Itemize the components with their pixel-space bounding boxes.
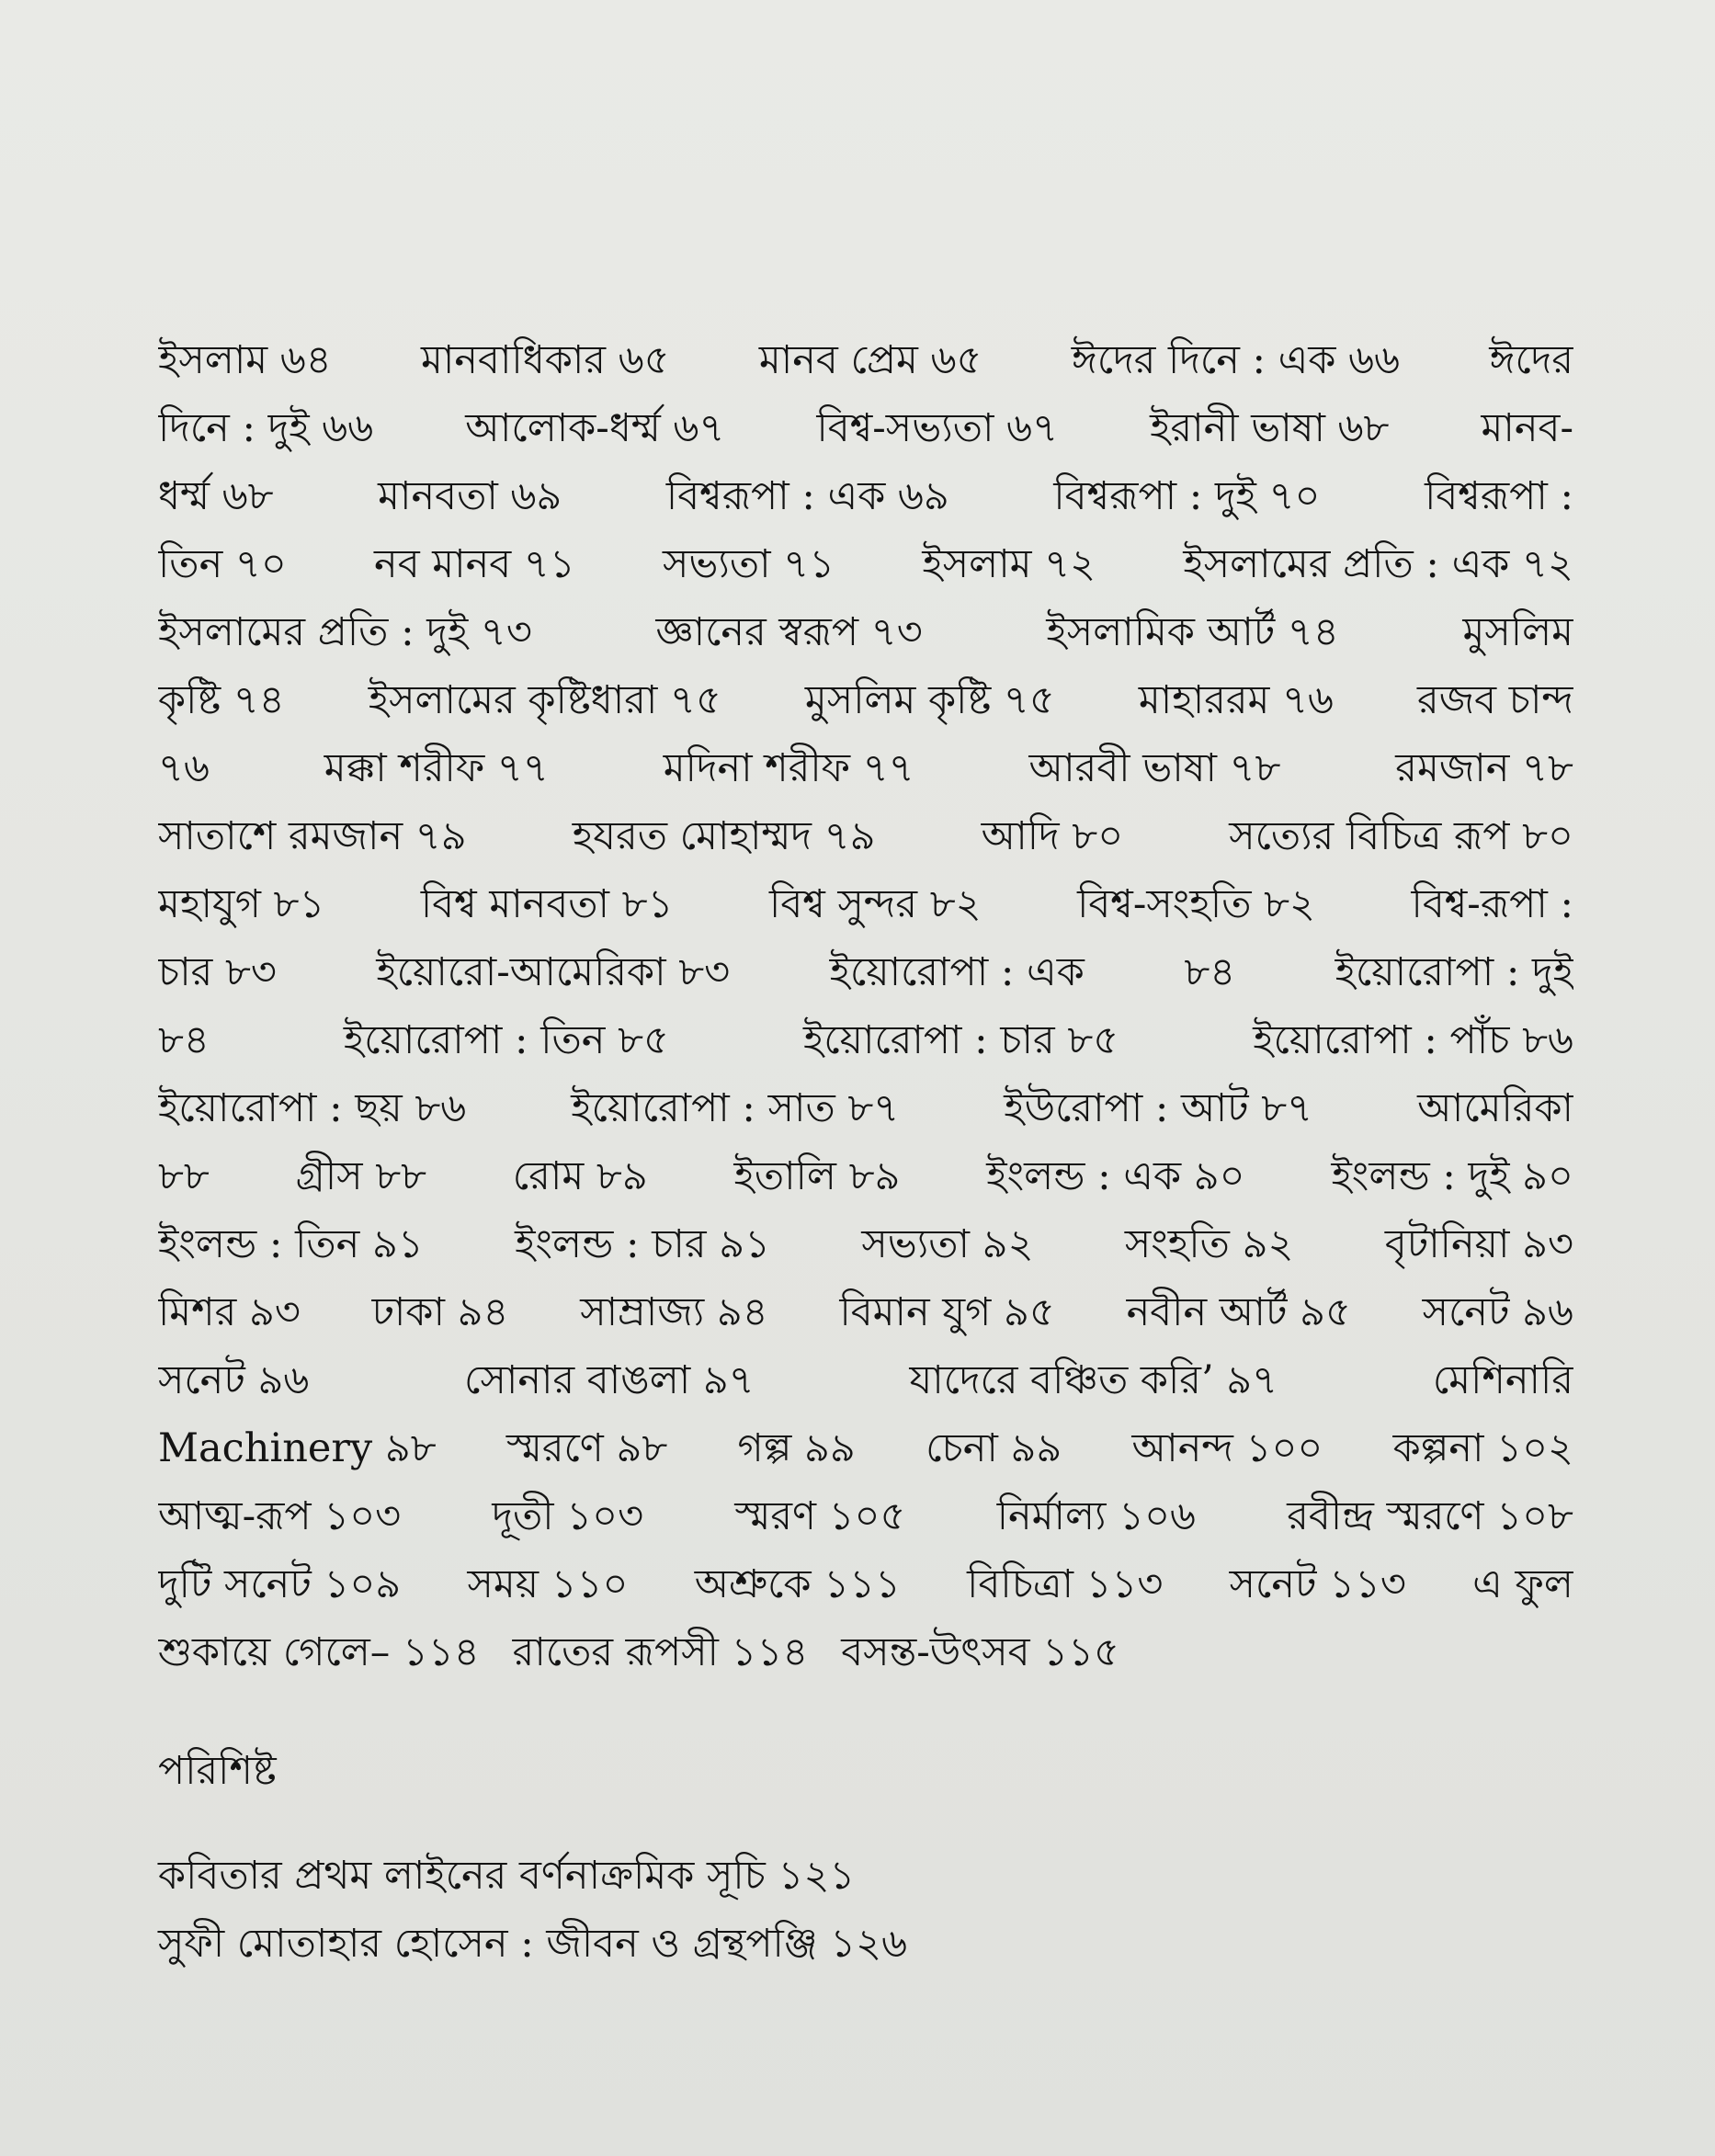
toc-entry: রোম ৮৯ (512, 1153, 648, 1199)
toc-line (158, 326, 1573, 394)
toc-line (158, 394, 1573, 462)
toc-entry: রবীন্দ্র স্মরণে ১০৮ (1287, 1493, 1573, 1539)
toc-entry: মাহাররম ৭৬ (1138, 677, 1335, 723)
toc-entry: সনেট ৯৬ (158, 1357, 310, 1403)
toc-entry: ইয়োরোপা : চার ৮৫ (803, 1017, 1119, 1063)
toc-line (158, 1006, 1573, 1074)
toc-entry: রাতের রূপসী ১১৪ (512, 1629, 809, 1675)
toc-entry: সত্যের বিচিত্র রূপ ৮০ (1229, 813, 1573, 859)
toc-entry: ৮৮ (158, 1153, 210, 1199)
toc-entry: ইংলন্ড : চার ৯১ (515, 1221, 770, 1267)
toc-entry: সভ্যতা ৯২ (861, 1221, 1034, 1267)
toc-entry: দিনে : দুই ৬৬ (158, 405, 374, 451)
toc-entry: আদি ৮০ (981, 813, 1124, 859)
toc-entry: মহাযুগ ৮১ (158, 881, 325, 927)
toc-entry: হযরত মোহাম্মদ ৭৯ (572, 813, 876, 859)
toc-entry: মক্কা শরীফ ৭৭ (324, 745, 549, 791)
toc-entry: আরবী ভাষা ৭৮ (1028, 745, 1281, 791)
toc-line (158, 1074, 1573, 1142)
toc-entry: ইয়োরো-আমেরিকা ৮৩ (376, 949, 731, 995)
toc-entry: মিশর ৯৩ (158, 1289, 301, 1335)
toc-entry: মদিনা শরীফ ৭৭ (663, 745, 914, 791)
toc-entry: সনেট ১১৩ (1229, 1561, 1406, 1607)
toc-entry: ইসলাম ৭২ (922, 541, 1096, 587)
toc-line (158, 598, 1573, 666)
appendix-item: কবিতার প্রথম লাইনের বর্ণনাক্রমিক সূচি ১২১ (158, 1853, 856, 1899)
toc-entry: নবীন আর্ট ৯৫ (1126, 1289, 1351, 1335)
toc-entry: কৃষ্টি ৭৪ (158, 677, 285, 723)
toc-entry: নির্মাল্য ১০৬ (996, 1493, 1196, 1539)
toc-entry: বসন্ত-উৎসব ১১৫ (841, 1629, 1119, 1675)
toc-entry: জ্ঞানের স্বরূপ ৭৩ (655, 609, 923, 655)
toc-entry: ইতালি ৮৯ (733, 1153, 901, 1199)
toc-entry: ইয়োরোপা : সাত ৮৭ (571, 1085, 900, 1131)
toc-entry: চেনা ৯৯ (926, 1425, 1062, 1471)
toc-entry: সাতাশে রমজান ৭৯ (158, 813, 467, 859)
toc-entry: ইসলামের প্রতি : দুই ৭৩ (158, 609, 532, 655)
toc-entry: রমজান ৭৮ (1395, 745, 1573, 791)
toc-entry: মুসলিম কৃষ্টি ৭৫ (804, 677, 1055, 723)
toc-entry: তিন ৭০ (158, 541, 287, 587)
toc-entry: মানব প্রেম ৬৫ (758, 337, 982, 383)
toc-line (158, 1142, 1573, 1210)
toc-entry: বিশ্ব সুন্দর ৮২ (769, 881, 982, 927)
toc-line (158, 530, 1573, 598)
toc-entry: দুটি সনেট ১০৯ (158, 1561, 402, 1607)
toc-entry: সাম্রাজ্য ৯৪ (580, 1289, 768, 1335)
toc-line (158, 1210, 1573, 1278)
toc-entry: Machinery ৯৮ (158, 1425, 437, 1471)
toc-entry: চার ৮৩ (158, 949, 277, 995)
toc-entry: ইয়োরোপা : দুই (1335, 949, 1573, 995)
toc-line (158, 666, 1573, 734)
toc-entry: বিশ্ব মানবতা ৮১ (420, 881, 674, 927)
toc-entry: শুকায়ে গেলে– ১১৪ (158, 1629, 480, 1675)
appendix-item: সুফী মোতাহার হোসেন : জীবন ও গ্রন্থপঞ্জি ১২৬ (158, 1921, 908, 1967)
toc-entry: ইয়োরোপা : তিন ৮৫ (343, 1017, 669, 1063)
toc-entry: স্মরণে ৯৮ (505, 1425, 668, 1471)
table-of-contents-body (158, 326, 1573, 1686)
toc-entry: গল্প ৯৯ (737, 1425, 856, 1471)
toc-line (158, 1278, 1573, 1346)
appendix-heading: পরিশিষ্ট (158, 1748, 277, 1794)
toc-entry: সংহতি ৯২ (1124, 1221, 1294, 1267)
toc-entry: ৭৬ (158, 745, 210, 791)
toc-entry: ইরানী ভাষা ৬৮ (1150, 405, 1390, 451)
toc-entry: বিমান যুগ ৯৫ (839, 1289, 1055, 1335)
toc-entry: নব মানব ৭১ (374, 541, 575, 587)
toc-entry: বিশ্বরূপা : দুই ৭০ (1053, 473, 1321, 519)
toc-line (158, 1618, 1573, 1686)
toc-entry: এ ফুল (1472, 1561, 1573, 1607)
toc-entry: সময় ১১০ (467, 1561, 629, 1607)
toc-entry: ইংলন্ড : তিন ৯১ (158, 1221, 424, 1267)
toc-entry: গ্রীস ৮৮ (295, 1153, 426, 1199)
toc-entry: ইয়োরোপা : ছয় ৮৬ (158, 1085, 467, 1131)
toc-entry: বিচিত্রা ১১৩ (967, 1561, 1164, 1607)
toc-entry: সোনার বাঙলা ৯৭ (464, 1357, 755, 1403)
toc-entry: অশ্রুকে ১১১ (694, 1561, 901, 1607)
toc-line (158, 1482, 1573, 1550)
toc-entry: মানবতা ৬৯ (378, 473, 562, 519)
toc-line (158, 870, 1573, 938)
toc-entry: রজব চান্দ (1417, 677, 1573, 723)
toc-entry: ইয়োরোপা : পাঁচ ৮৬ (1253, 1017, 1573, 1063)
toc-entry: ঈদের (1489, 337, 1573, 383)
toc-entry: স্মরণ ১০৫ (734, 1493, 906, 1539)
appendix-list (158, 1842, 1353, 1978)
toc-line (158, 734, 1573, 802)
toc-entry: কল্পনা ১০২ (1392, 1425, 1573, 1471)
toc-entry: ইসলাম ৬৪ (158, 337, 332, 383)
toc-entry: ধর্ম্ম ৬৮ (158, 473, 274, 519)
toc-line (158, 1346, 1573, 1414)
toc-entry: মানবাধিকার ৬৫ (421, 337, 670, 383)
toc-entry: আলোক-ধর্ম্ম ৬৭ (465, 405, 725, 451)
toc-entry: ৮৪ (158, 1017, 210, 1063)
toc-entry: ইয়োরোপা : এক (829, 949, 1085, 995)
toc-entry: মেশিনারি (1432, 1357, 1573, 1403)
toc-entry: বিশ্বরূপা : (1425, 473, 1573, 519)
toc-entry: বিশ্ব-সভ্যতা ৬৭ (816, 405, 1059, 451)
toc-entry: সনেট ৯৬ (1422, 1289, 1573, 1335)
toc-entry: সভ্যতা ৭১ (662, 541, 835, 587)
toc-entry: আনন্দ ১০০ (1131, 1425, 1323, 1471)
toc-entry: ইউরোপা : আট ৮৭ (1004, 1085, 1313, 1131)
toc-entry: আত্ম-রূপ ১০৩ (158, 1493, 402, 1539)
toc-line (158, 938, 1573, 1006)
toc-entry: ইসলামের কৃষ্টিধারা ৭৫ (368, 677, 721, 723)
toc-entry: আমেরিকা (1417, 1085, 1573, 1131)
toc-entry: মানব- (1481, 405, 1573, 451)
toc-line (158, 802, 1573, 870)
toc-entry: বৃটানিয়া ৯৩ (1384, 1221, 1573, 1267)
toc-entry: ৮৪ (1184, 949, 1236, 995)
toc-line (158, 1550, 1573, 1618)
toc-entry: ঈদের দিনে : এক ৬৬ (1071, 337, 1401, 383)
toc-entry: যাদেরে বঞ্চিত করি’ ৯৭ (909, 1357, 1278, 1403)
toc-entry: ঢাকা ৯৪ (371, 1289, 509, 1335)
toc-line (158, 462, 1573, 530)
toc-entry: ইংলন্ড : দুই ৯০ (1331, 1153, 1573, 1199)
toc-entry: মুসলিম (1462, 609, 1573, 655)
toc-entry: দূতী ১০৩ (492, 1493, 644, 1539)
toc-entry: ইংলন্ড : এক ৯০ (986, 1153, 1245, 1199)
toc-entry: বিশ্ব-রূপা : (1411, 881, 1573, 927)
toc-entry: বিশ্বরূপা : এক ৬৯ (665, 473, 949, 519)
toc-entry: ইসলামিক আর্ট ৭৪ (1046, 609, 1339, 655)
toc-line (158, 1414, 1573, 1482)
toc-entry: বিশ্ব-সংহতি ৮২ (1077, 881, 1315, 927)
toc-entry: ইসলামের প্রতি : এক ৭২ (1183, 541, 1573, 587)
